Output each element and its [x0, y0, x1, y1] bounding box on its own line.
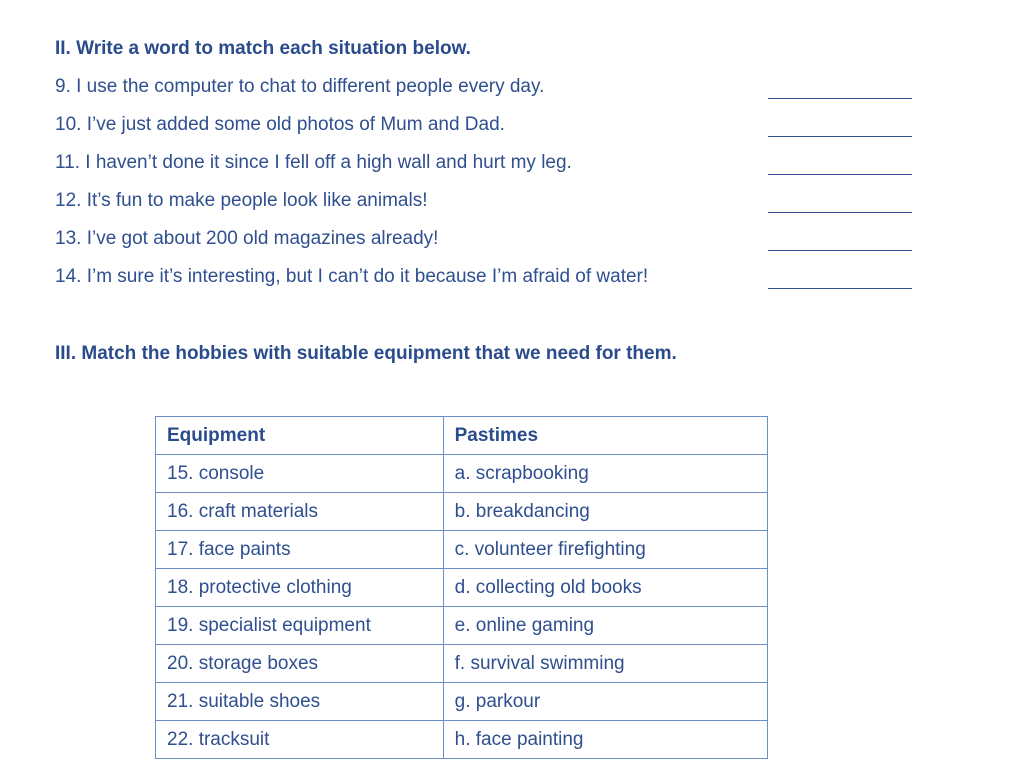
question-text: 9. I use the computer to chat to different people every day.	[55, 76, 545, 97]
question-text: 10. I’ve just added some old photos of Mum and Dad.	[55, 114, 505, 135]
question-10	[55, 114, 915, 144]
question-11	[55, 152, 915, 182]
question-text: 14. I’m sure it’s interesting, but I can’t do it because I’m afraid of water!	[55, 266, 649, 287]
answer-blank[interactable]	[768, 250, 912, 251]
equipment-cell: 21. suitable shoes	[156, 683, 444, 721]
answer-blank[interactable]	[768, 174, 912, 175]
column-header-pastimes: Pastimes	[443, 417, 767, 455]
equipment-cell: 15. console	[156, 455, 444, 493]
pastime-cell: e. online gaming	[443, 607, 767, 645]
equipment-cell: 19. specialist equipment	[156, 607, 444, 645]
question-text: 13. I’ve got about 200 old magazines already!	[55, 228, 439, 249]
answer-blank[interactable]	[768, 212, 912, 213]
pastime-cell: f. survival swimming	[443, 645, 767, 683]
pastime-cell: g. parkour	[443, 683, 767, 721]
pastime-cell: d. collecting old books	[443, 569, 767, 607]
pastime-cell: a. scrapbooking	[443, 455, 767, 493]
equipment-cell: 17. face paints	[156, 531, 444, 569]
equipment-cell: 18. protective clothing	[156, 569, 444, 607]
table-row	[156, 493, 768, 531]
answer-blank[interactable]	[768, 98, 912, 99]
pastime-cell: c. volunteer firefighting	[443, 531, 767, 569]
pastime-cell: h. face painting	[443, 721, 767, 759]
answer-blank[interactable]	[768, 288, 912, 289]
section-2-heading: II. Write a word to match each situation below.	[55, 38, 471, 59]
equipment-cell: 22. tracksuit	[156, 721, 444, 759]
question-13	[55, 228, 915, 258]
table-header-row	[156, 417, 768, 455]
table-row	[156, 683, 768, 721]
answer-blank[interactable]	[768, 136, 912, 137]
matching-table	[155, 416, 768, 759]
equipment-cell: 16. craft materials	[156, 493, 444, 531]
table-row	[156, 569, 768, 607]
table-row	[156, 607, 768, 645]
table-row	[156, 455, 768, 493]
table-row	[156, 721, 768, 759]
table-row	[156, 531, 768, 569]
section-3-heading: III. Match the hobbies with suitable equipment that we need for them.	[55, 343, 677, 364]
question-9	[55, 76, 915, 106]
equipment-cell: 20. storage boxes	[156, 645, 444, 683]
question-text: 12. It’s fun to make people look like animals!	[55, 190, 428, 211]
question-text: 11. I haven’t done it since I fell off a high wall and hurt my leg.	[55, 152, 572, 173]
question-14	[55, 266, 915, 296]
table-row	[156, 645, 768, 683]
question-12	[55, 190, 915, 220]
pastime-cell: b. breakdancing	[443, 493, 767, 531]
column-header-equipment: Equipment	[156, 417, 444, 455]
